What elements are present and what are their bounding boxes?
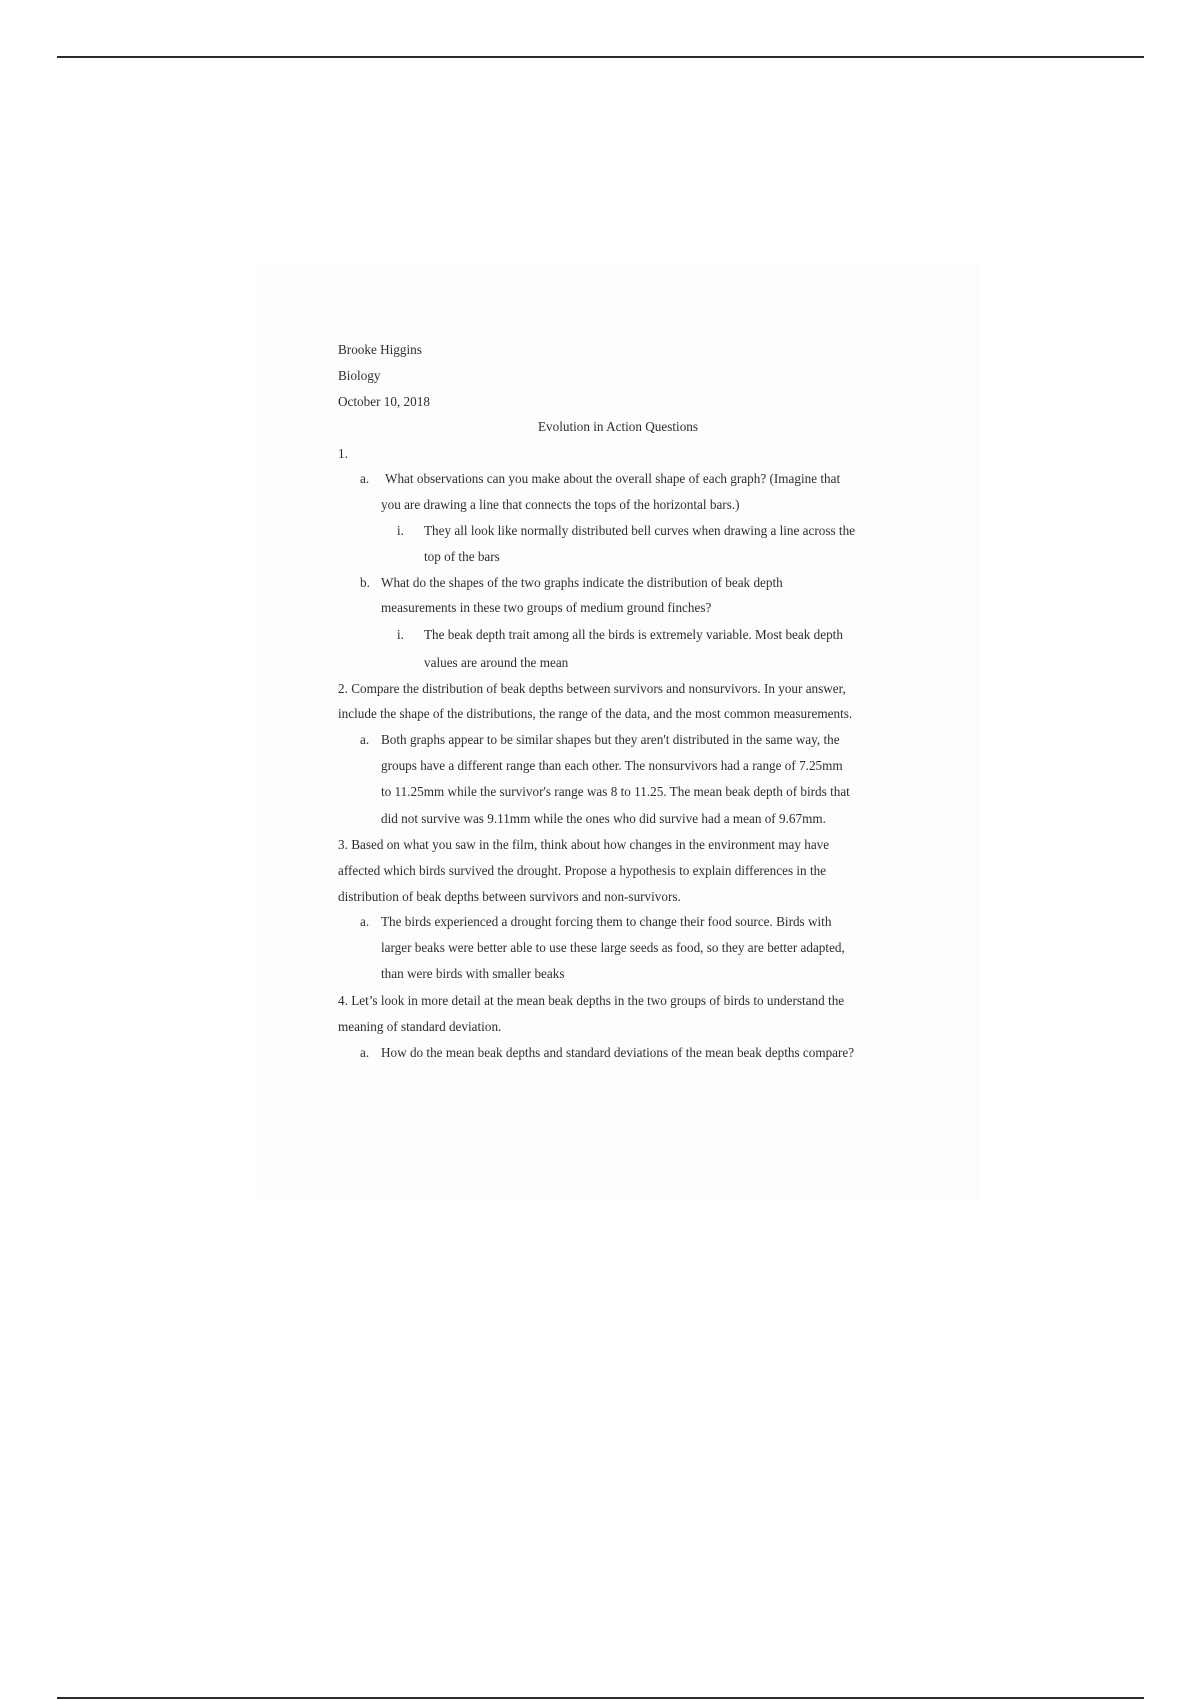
question-2-line: include the shape of the distributions, the range of the data, and the most common measurements.	[338, 706, 853, 721]
question-4a-line: How do the mean beak depths and standard deviations of the mean beak depths compare?	[381, 1045, 855, 1060]
answer-2a-line: groups have a different range than each other. The nonsurvivors had a range of 7.25mm	[381, 758, 843, 773]
answer-3a-line: than were birds with smaller beaks	[381, 966, 565, 981]
answer-1b-marker: i.	[397, 627, 404, 642]
question-4-line: meaning of standard deviation.	[338, 1019, 502, 1034]
bottom-rule	[57, 1697, 1144, 1699]
top-rule	[57, 56, 1144, 58]
question-4-line: 4. Let’s look in more detail at the mean beak depths in the two groups of birds to understand the	[338, 993, 845, 1008]
question-1a-marker: a.	[360, 471, 370, 486]
answer-2a-line: to 11.25mm while the survivor's range was 8 to 11.25. The mean beak depth of birds that	[381, 784, 850, 799]
answer-3a-marker: a.	[360, 914, 370, 929]
answer-3a-line: larger beaks were better able to use these large seeds as food, so they are better adapted,	[381, 940, 845, 955]
question-1-number: 1.	[338, 446, 348, 461]
answer-3a-line: The birds experienced a drought forcing them to change their food source. Birds with	[381, 914, 832, 929]
answer-1a-marker: i.	[397, 523, 404, 538]
answer-2a-marker: a.	[360, 732, 370, 747]
question-3-line: 3. Based on what you saw in the film, think about how changes in the environment may have	[338, 837, 830, 852]
question-3-line: distribution of beak depths between survivors and non-survivors.	[338, 889, 681, 904]
answer-1b-line: The beak depth trait among all the birds is extremely variable. Most beak depth	[424, 627, 843, 642]
document-title: Evolution in Action Questions	[537, 419, 699, 434]
answer-2a-line: Both graphs appear to be similar shapes but they aren't distributed in the same way, the	[381, 732, 840, 747]
author-name: Brooke Higgins	[338, 342, 422, 357]
subject-line: Biology	[338, 368, 381, 383]
question-1b-line: measurements in these two groups of medium ground finches?	[381, 600, 712, 615]
question-1a-line: you are drawing a line that connects the tops of the horizontal bars.)	[381, 497, 740, 512]
answer-2a-line: did not survive was 9.11mm while the ones who did survive had a mean of 9.67mm.	[381, 811, 826, 826]
answer-1a-line: They all look like normally distributed bell curves when drawing a line across the	[424, 523, 856, 538]
answer-1b-line: values are around the mean	[424, 655, 569, 670]
answer-1a-line: top of the bars	[424, 549, 500, 564]
question-1b-marker: b.	[360, 575, 370, 590]
date-line: October 10, 2018	[338, 394, 430, 409]
question-4a-marker: a.	[360, 1045, 370, 1060]
question-2-line: 2. Compare the distribution of beak depths between survivors and nonsurvivors. In your answer,	[338, 681, 846, 696]
question-3-line: affected which birds survived the drought. Propose a hypothesis to explain differences in the	[338, 863, 827, 878]
question-1a-line: What observations can you make about the overall shape of each graph? (Imagine that	[385, 471, 841, 486]
question-1b-line: What do the shapes of the two graphs indicate the distribution of beak depth	[381, 575, 783, 590]
